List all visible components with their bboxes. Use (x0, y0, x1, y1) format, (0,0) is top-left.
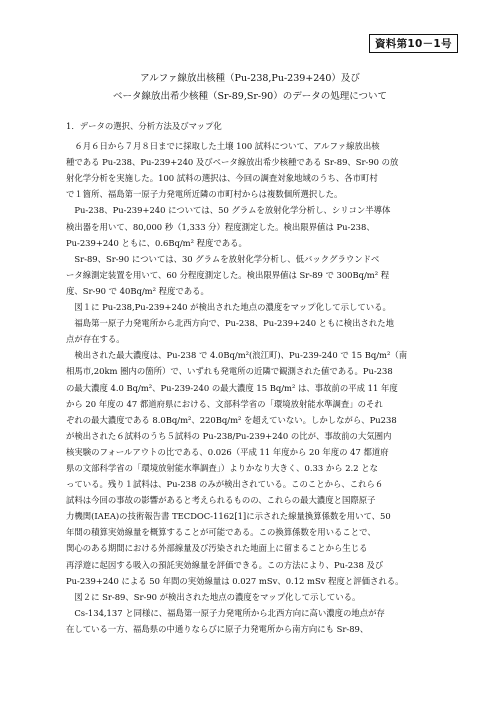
body-line: 年間の積算実効線量を概算することが可能である。この換算係数を用いることで、 (66, 527, 376, 538)
body-line: 在している一方、福島県の中通りならびに原子力発電所から南方向にも Sr-89、 (66, 623, 369, 634)
body-line: 種である Pu-238、Pu-239+240 及びベータ線放出希少核種である Sr-89、Sr-90 の放 (66, 157, 399, 168)
body-line: 核実験のフォールアウトの比である、0.026（平成 11 年度から 20 年度の 47 都道府 (66, 446, 389, 457)
body-line: 県の文部科学省の「環境放射能水準調査」）よりかなり大きく、0.33 から 2.2 とな (66, 462, 378, 473)
document-number-badge: 資料第10－1号 (369, 34, 458, 53)
document-body (66, 118, 446, 637)
body-line: Cs-134,137 と同様に、福島第一原子力発電所から北西方向に高い濃度の地点が存 (66, 607, 385, 618)
body-line: Sr-89、Sr-90 については、30 グラムを放射化学分析し、低バックグラウンドベ (66, 253, 380, 264)
body-line: ぞれの最大濃度である 8.0Bq/m²、220Bq/m² を超えていない。しかしながら、Pu238 (66, 414, 397, 425)
body-line: の最大濃度 4.0 Bq/m²、Pu-239-240 の最大濃度 15 Bq/m² は、事故前の平成 11 年度 (66, 382, 398, 393)
body-line: っている。残り１試料は、Pu-238 のみが検出されている。このことから、これら６ (66, 479, 384, 490)
body-line: が検出された６試料のうち５試料の Pu-238/Pu-239+240 の比が、事故前の大気圏内 (66, 430, 392, 441)
section-heading: 1．データの選択、分析方法及びマップ化 (66, 121, 222, 131)
body-line: Pu-239+240 による 50 年間の実効線量は 0.027 mSv、0.12 mSv 程度と評価される。 (66, 575, 404, 586)
body-line: Pu-239+240 ともに、0.6Bq/m² 程度である。 (66, 237, 247, 248)
body-line: 相馬市,20km 圏内の箇所）で、いずれも発電所の近隣で観測された値である。Pu-238 (66, 366, 393, 377)
body-line: 図１に Pu-238,Pu-239+240 が検出された地点の濃度をマップ化して示している。 (66, 302, 391, 313)
body-line: 福島第一原子力発電所から北西方向で、Pu-238、Pu-239+240 ともに検出された地 (66, 318, 395, 329)
body-line: 射化学分析を実施した。100 試料の選択は、今回の調査対象地域のうち、各市町村 (66, 173, 378, 184)
body-line: 検出器を用いて、80,000 秒（1,333 分）程度測定した。検出限界値は Pu-238、 (66, 221, 375, 232)
body-line: 図２に Sr-89、Sr-90 が検出された地点の濃度をマップ化して示している。 (66, 591, 361, 602)
document-title-line-1: アルファ線放出核種（Pu-238,Pu-239+240）及び (140, 73, 360, 84)
body-line: 検出された最大濃度は、Pu-238 で 4.0Bq/m²(浪江町)、Pu-239-240 で 15 Bq/m²（南 (66, 350, 408, 361)
body-line: から 20 年度の 47 都道府県における、文部科学省の「環境放射能水準調査」のそれ (66, 398, 383, 409)
body-line: 点が存在する。 (66, 334, 125, 345)
body-line: ６月６日から７月８日までに採取した土壌 100 試料について、アルファ線放出核 (66, 141, 380, 152)
body-line: Pu-238、Pu-239+240 については、50 グラムを放射化学分析し、シリコン半導体 (66, 205, 391, 216)
body-line: ータ線測定装置を用いて、60 分程度測定した。検出限界値は Sr-89 で 300Bq/m² 程 (66, 269, 390, 280)
body-line: 試料は今回の事故の影響があると考えられるものの、これらの最大濃度と国際原子 (66, 495, 376, 506)
body-line: 度、Sr-90 で 40Bq/m² 程度である。 (66, 285, 209, 296)
document-title-line-2: ベータ線放出希少核種（Sr-89,Sr-90）のデータの処理について (112, 91, 388, 102)
body-line: で１箇所、福島第一原子力発電所近隣の市町村からは複数個所選択した。 (66, 189, 343, 200)
body-line: 関心のある期間における外部線量及び汚染された地面上に留まることから生じる (66, 543, 368, 554)
body-line: 再浮遊に起因する吸入の預託実効線量を評価できる。この方法により、Pu-238 及び (66, 559, 384, 570)
body-line: 力機関(IAEA)の技術報告書 TECDOC-1162[1]に示された線量換算係数を用いて、50 (66, 511, 391, 522)
body-text (66, 138, 446, 637)
